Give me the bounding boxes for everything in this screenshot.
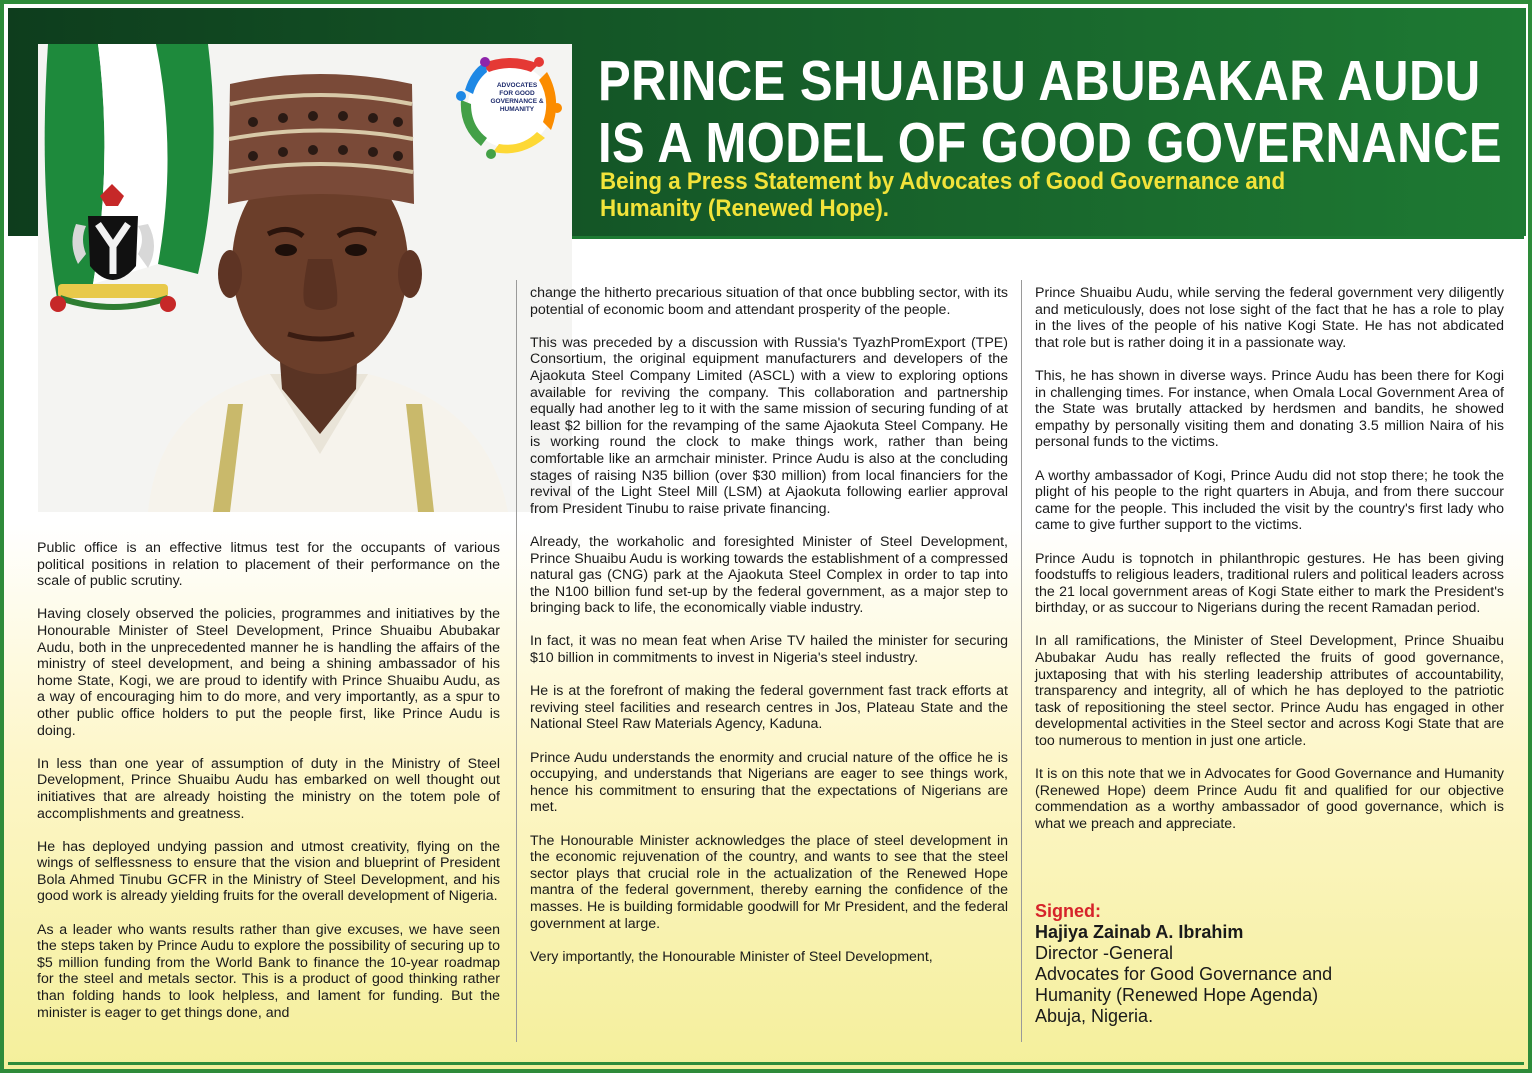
headline	[598, 49, 1502, 175]
paragraph: The Honourable Minister acknowledges the place of steel development in the economic rejuvenation of the country, and wants to see that the steel sector plays that crucial role in the actualization of the Renewed Hope mantra of the federal government, thereby earning the confidence of the masses. He is building formidable goodwill for Mr President, and the federal government at large.	[530, 832, 1008, 932]
column-divider-1	[516, 280, 517, 1042]
paragraph: He has deployed undying passion and utmost creativity, flying on the wings of selflessness to ensure that the vision and blueprint of President Bola Ahmed Tinubu GCFR in the Ministry of Steel Development, and his good work is already yielding fruits for the overall development of Nigeria.	[37, 838, 500, 905]
paragraph: A worthy ambassador of Kogi, Prince Audu did not stop there; he took the plight of his people to the right quarters in Abuja, and from there succour came for the people. This included the visit by the country's first lady who came to give further support to the victims.	[1035, 467, 1504, 534]
signature-block	[1035, 900, 1455, 1027]
paragraph: It is on this note that we in Advocates for Good Governance and Humanity (Renewed Hope) deem Prince Audu fit and qualified for our objective commendation as a worthy ambassador of good governance, which is what we preach and appreciate.	[1035, 766, 1504, 832]
paragraph: He is at the forefront of making the federal government fast track efforts at reviving steel facilities and research centres in Jos, Plateau State and the National Steel Raw Materials Agency, Kaduna.	[530, 683, 1008, 733]
paragraph: Prince Audu is topnotch in philanthropic gestures. He has been giving foodstuffs to religious leaders, traditional rulers and political leaders across the 21 local government areas of Kogi State either to mark the President's birthday, or as succour to Nigerians during the recent Ramadan period.	[1035, 550, 1504, 617]
article-column-1	[37, 540, 500, 1021]
signatory-title: Director -General	[1035, 943, 1174, 963]
logo-text: ADVOCATES FOR GOOD GOVERNANCE & HUMANITY	[490, 82, 544, 113]
paragraph: Public office is an effective litmus test for the occupants of various political positions in relation to placement of their performance on the scale of public scrutiny.	[37, 540, 500, 590]
subhead-line-1: Being a Press Statement by Advocates of Good Governance and	[600, 168, 1286, 195]
signatory-name: Hajiya Zainab A. Ibrahim	[1035, 922, 1244, 942]
paragraph: Prince Audu understands the enormity and crucial nature of the office he is occupying, and understands that Nigerians are eager to see things work, hence his commitment to ensuring that the expectations of Nigerians are met.	[530, 749, 1008, 816]
paragraph: Having closely observed the policies, programmes and initiatives by the Honourable Minister of Steel Development, Prince Shuaibu Abubakar Audu, both in the unprecedented manner he is handling the affairs of the ministry of steel development, and being a shining ambassador of his home State, Kogi, we are proud to identify with Prince Shuaibu Audu, as a way of encouraging him to do more, and very importantly, as a spur to other public office holders to put the people first, like Prince Audu is doing.	[37, 606, 500, 739]
article-column-3	[1035, 285, 1504, 833]
paragraph: Very importantly, the Honourable Minister of Steel Development,	[530, 948, 933, 965]
article-column-2	[530, 285, 1008, 965]
paragraph: This, he has shown in diverse ways. Prince Audu has been there for Kogi in challenging times. For instance, when Omala Local Government Area of the State was brutally attacked by herdsmen and bandits, he showed empathy by personally visiting them and donating 3.5 million Naira of his personal funds to the victims.	[1035, 367, 1504, 451]
banner-underline	[572, 236, 1524, 239]
column-divider-2	[1021, 280, 1022, 1042]
paragraph: In all ramifications, the Minister of Steel Development, Prince Shuaibu Abubakar Audu has really reflected the fruits of good governance, juxtaposing that with his sterling leadership attributes of accountability, transparency and integrity, all of which he has deployed to the patriotic task of repositioning the steel sector. Prince Audu has engaged in other developmental activities in the Steel sector and across Kogi State that are too numerous to mention in just one article.	[1035, 633, 1504, 750]
paragraph: Already, the workaholic and foresighted Minister of Steel Development, Prince Shuaibu Audu is working towards the establishment of a compressed natural gas (CNG) park at the Ajaokuta Steel Complex in order to tap into the N100 billion fund set-up by the federal government, as a major step to bringing back to life, the economically viable industry.	[530, 533, 1008, 617]
paragraph: In less than one year of assumption of duty in the Ministry of Steel Development, Prince Shuaibu Audu has embarked on well thought out initiatives that are already hoisting the ministry on the totem pole of accomplishments and greatness.	[37, 755, 500, 822]
headline-line-1: PRINCE SHUAIBU ABUBAKAR AUDU	[598, 49, 1481, 113]
paragraph: As a leader who wants results rather than give excuses, we have seen the steps taken by Prince Audu to explore the possibility of securing up to $5 million funding from the World Bank to finance the 10-year roadmap for the steel and metals sector. This is a product of good thinking rather than folding hands to look helpless, and lament for funding. But the minister is eager to get things done, and	[37, 921, 500, 1021]
subhead-line-2: Humanity (Renewed Hope).	[600, 195, 889, 222]
paragraph: Prince Shuaibu Audu, while serving the federal government very diligently and meticulously, does not lose sight of the fact that he has a role to play in the lives of the people of his native Kogi State. He has not abdicated that role but is rather doing it in a passionate way.	[1035, 285, 1504, 351]
headline-line-2: IS A MODEL OF GOOD GOVERNANCE	[598, 111, 1502, 175]
signed-label: Signed:	[1035, 901, 1101, 921]
paragraph: This was preceded by a discussion with Russia's TyazhPromExport (TPE) Consortium, the original equipment manufacturers and developers of the Ajaokuta Steel Company Limited (ASCL) with a view to exploring options available for reviving the company. This collaboration and partnership equally had another leg to it with the same mission of securing funding of at least $2 billion for the revamping of the same Ajaokuta Steel Company. He is working round the clock to make things work, rather than being comfortable like an armchair minister. Prince Audu is also at the concluding stages of raising N35 billion (over $30 million) from local financiers for the revival of the Light Steel Mill (LSM) at Ajaokuta following earlier approval from President Tinubu to raise private financing.	[530, 334, 1008, 517]
paragraph: change the hitherto precarious situation of that once bubbling sector, with its potential of economic boom and attendant prosperity of the people.	[530, 285, 1008, 318]
paragraph: In fact, it was no mean feat when Arise TV hailed the minister for securing $10 billion in commitments to invest in Nigeria's steel industry.	[530, 633, 1008, 667]
signatory-org-line-2: Humanity (Renewed Hope Agenda)	[1035, 985, 1319, 1005]
subheadline	[600, 168, 1307, 222]
signatory-org-line-1: Advocates for Good Governance and	[1035, 964, 1333, 984]
bottom-border	[8, 1062, 1524, 1065]
signatory-location: Abuja, Nigeria.	[1035, 1006, 1154, 1026]
